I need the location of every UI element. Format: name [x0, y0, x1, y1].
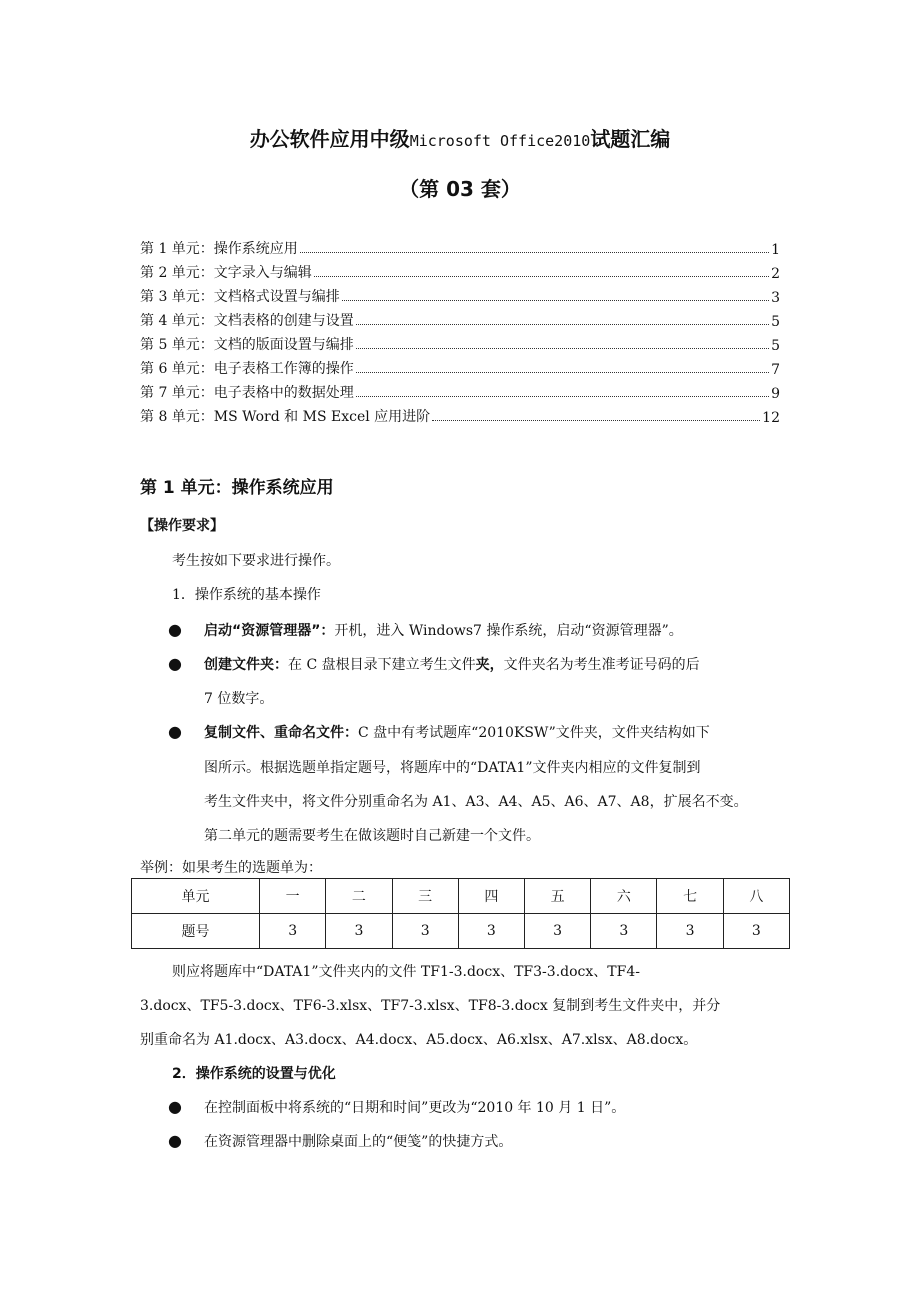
- result-line-2: 3.docx、TF5-3.docx、TF6-3.xlsx、TF7-3.xlsx、TF8-3.docx 复制到考生文件夹中，并分: [140, 998, 721, 1014]
- table-cell: 3: [591, 914, 657, 949]
- bullet-icon: ●: [168, 620, 182, 639]
- table-cell: 八: [723, 879, 789, 914]
- table-cell: 3: [458, 914, 524, 949]
- toc-entry[interactable]: [140, 258, 780, 282]
- bullet-3-line-3: 考生文件夹中，将文件分别重命名为 A1、A3、A4、A5、A6、A7、A8，扩展名不变。: [204, 794, 748, 810]
- table-cell: 3: [723, 914, 789, 949]
- title-part-3: 试题汇编: [590, 127, 671, 151]
- toc-leader: [342, 300, 769, 301]
- bullet-3-line-4: 第二单元的题需要考生在做该题时自己新建一个文件。: [204, 828, 540, 844]
- bullet-1-body: 开机，进入 Windows7 操作系统，启动“资源管理器”。: [334, 623, 683, 639]
- section-2-title: 2．操作系统的设置与优化: [172, 1066, 336, 1082]
- title-part-2: Microsoft Office2010: [409, 132, 591, 150]
- title-part-1: 办公软件应用中级: [249, 127, 410, 151]
- toc-leader: [432, 420, 760, 421]
- bullet-2-body-1: 在 C 盘根目录下建立考生文件: [288, 657, 476, 673]
- toc-page: 7: [771, 362, 780, 378]
- table-cell: 二: [326, 879, 392, 914]
- toc-page: 9: [771, 386, 780, 402]
- requirements-heading: 【操作要求】: [140, 518, 224, 534]
- toc-leader: [314, 276, 769, 277]
- toc-leader: [356, 396, 769, 397]
- unit-1-heading: 第 1 单元：操作系统应用: [140, 478, 334, 498]
- toc-leader: [356, 372, 769, 373]
- table-of-contents: [140, 234, 780, 426]
- toc-label: 第 2 单元：文字录入与编辑: [140, 265, 312, 281]
- table-header-cell: 题号: [132, 914, 260, 949]
- toc-entry[interactable]: [140, 306, 780, 330]
- section-1-title: 1．操作系统的基本操作: [172, 587, 321, 603]
- toc-page: 3: [771, 290, 780, 306]
- toc-entry[interactable]: [140, 402, 780, 426]
- bullet-4-text: 在控制面板中将系统的“日期和时间”更改为“2010 年 10 月 1 日”。: [204, 1100, 626, 1116]
- toc-leader: [300, 252, 769, 253]
- toc-leader: [356, 324, 769, 325]
- table-cell: 五: [525, 879, 591, 914]
- toc-page: 12: [762, 410, 780, 426]
- bullet-icon: ●: [168, 722, 182, 741]
- toc-page: 2: [771, 266, 780, 282]
- document-title: [0, 123, 920, 152]
- bullet-2-bold: 创建文件夹：: [204, 657, 288, 673]
- bullet-3-line-2: 图所示。根据选题单指定题号，将题库中的“DATA1”文件夹内相应的文件复制到: [204, 760, 701, 776]
- toc-entry[interactable]: [140, 234, 780, 258]
- example-label: 举例：如果考生的选题单为：: [140, 860, 322, 876]
- bullet-2-bold-2: 夹，: [475, 657, 504, 673]
- bullet-3-line-1: C 盘中有考试题库“2010KSW”文件夹，文件夹结构如下: [358, 725, 710, 741]
- bullet-1-text: [204, 620, 683, 640]
- bullet-1-bold: 启动“资源管理器”：: [204, 623, 335, 639]
- table-cell: 3: [392, 914, 458, 949]
- selection-table: [131, 878, 790, 949]
- result-line-1: 则应将题库中“DATA1”文件夹内的文件 TF1-3.docx、TF3-3.docx、TF4-: [172, 964, 640, 980]
- bullet-icon: ●: [168, 654, 182, 673]
- toc-label: 第 6 单元：电子表格工作簿的操作: [140, 361, 354, 377]
- table-row: [132, 879, 790, 914]
- bullet-2-text: [204, 654, 700, 674]
- table-cell: 六: [591, 879, 657, 914]
- toc-page: 1: [771, 242, 780, 258]
- bullet-3-text: [204, 722, 710, 742]
- intro-text: 考生按如下要求进行操作。: [172, 553, 340, 569]
- toc-page: 5: [771, 338, 780, 354]
- bullet-2-line-2: 7 位数字。: [204, 691, 274, 707]
- toc-entry[interactable]: [140, 282, 780, 306]
- bullet-2-body-2: 文件夹名为考生准考证号码的后: [503, 657, 700, 673]
- table-cell: 三: [392, 879, 458, 914]
- table-cell: 3: [657, 914, 723, 949]
- toc-label: 第 3 单元：文档格式设置与编排: [140, 289, 340, 305]
- result-line-3: 别重命名为 A1.docx、A3.docx、A4.docx、A5.docx、A6.xlsx、A7.xlsx、A8.docx。: [140, 1032, 698, 1048]
- table-cell: 七: [657, 879, 723, 914]
- table-cell: 3: [326, 914, 392, 949]
- table-cell: 3: [525, 914, 591, 949]
- bullet-3-bold: 复制文件、重命名文件：: [204, 725, 358, 741]
- toc-label: 第 7 单元：电子表格中的数据处理: [140, 385, 354, 401]
- table-cell: 四: [458, 879, 524, 914]
- bullet-icon: ●: [168, 1131, 182, 1150]
- toc-entry[interactable]: [140, 354, 780, 378]
- toc-page: 5: [771, 314, 780, 330]
- toc-label: 第 1 单元：操作系统应用: [140, 241, 298, 257]
- bullet-5-text: 在资源管理器中删除桌面上的“便笺”的快捷方式。: [204, 1134, 513, 1150]
- toc-label: 第 8 单元：MS Word 和 MS Excel 应用进阶: [140, 409, 431, 425]
- toc-entry[interactable]: [140, 378, 780, 402]
- table-header-cell: 单元: [132, 879, 260, 914]
- table-cell: 3: [260, 914, 326, 949]
- table-row: [132, 914, 790, 949]
- toc-leader: [356, 348, 769, 349]
- toc-label: 第 5 单元：文档的版面设置与编排: [140, 337, 354, 353]
- toc-entry[interactable]: [140, 330, 780, 354]
- document-subtitle: （第 03 套）: [399, 177, 521, 201]
- toc-label: 第 4 单元：文档表格的创建与设置: [140, 313, 354, 329]
- bullet-icon: ●: [168, 1097, 182, 1116]
- table-cell: 一: [260, 879, 326, 914]
